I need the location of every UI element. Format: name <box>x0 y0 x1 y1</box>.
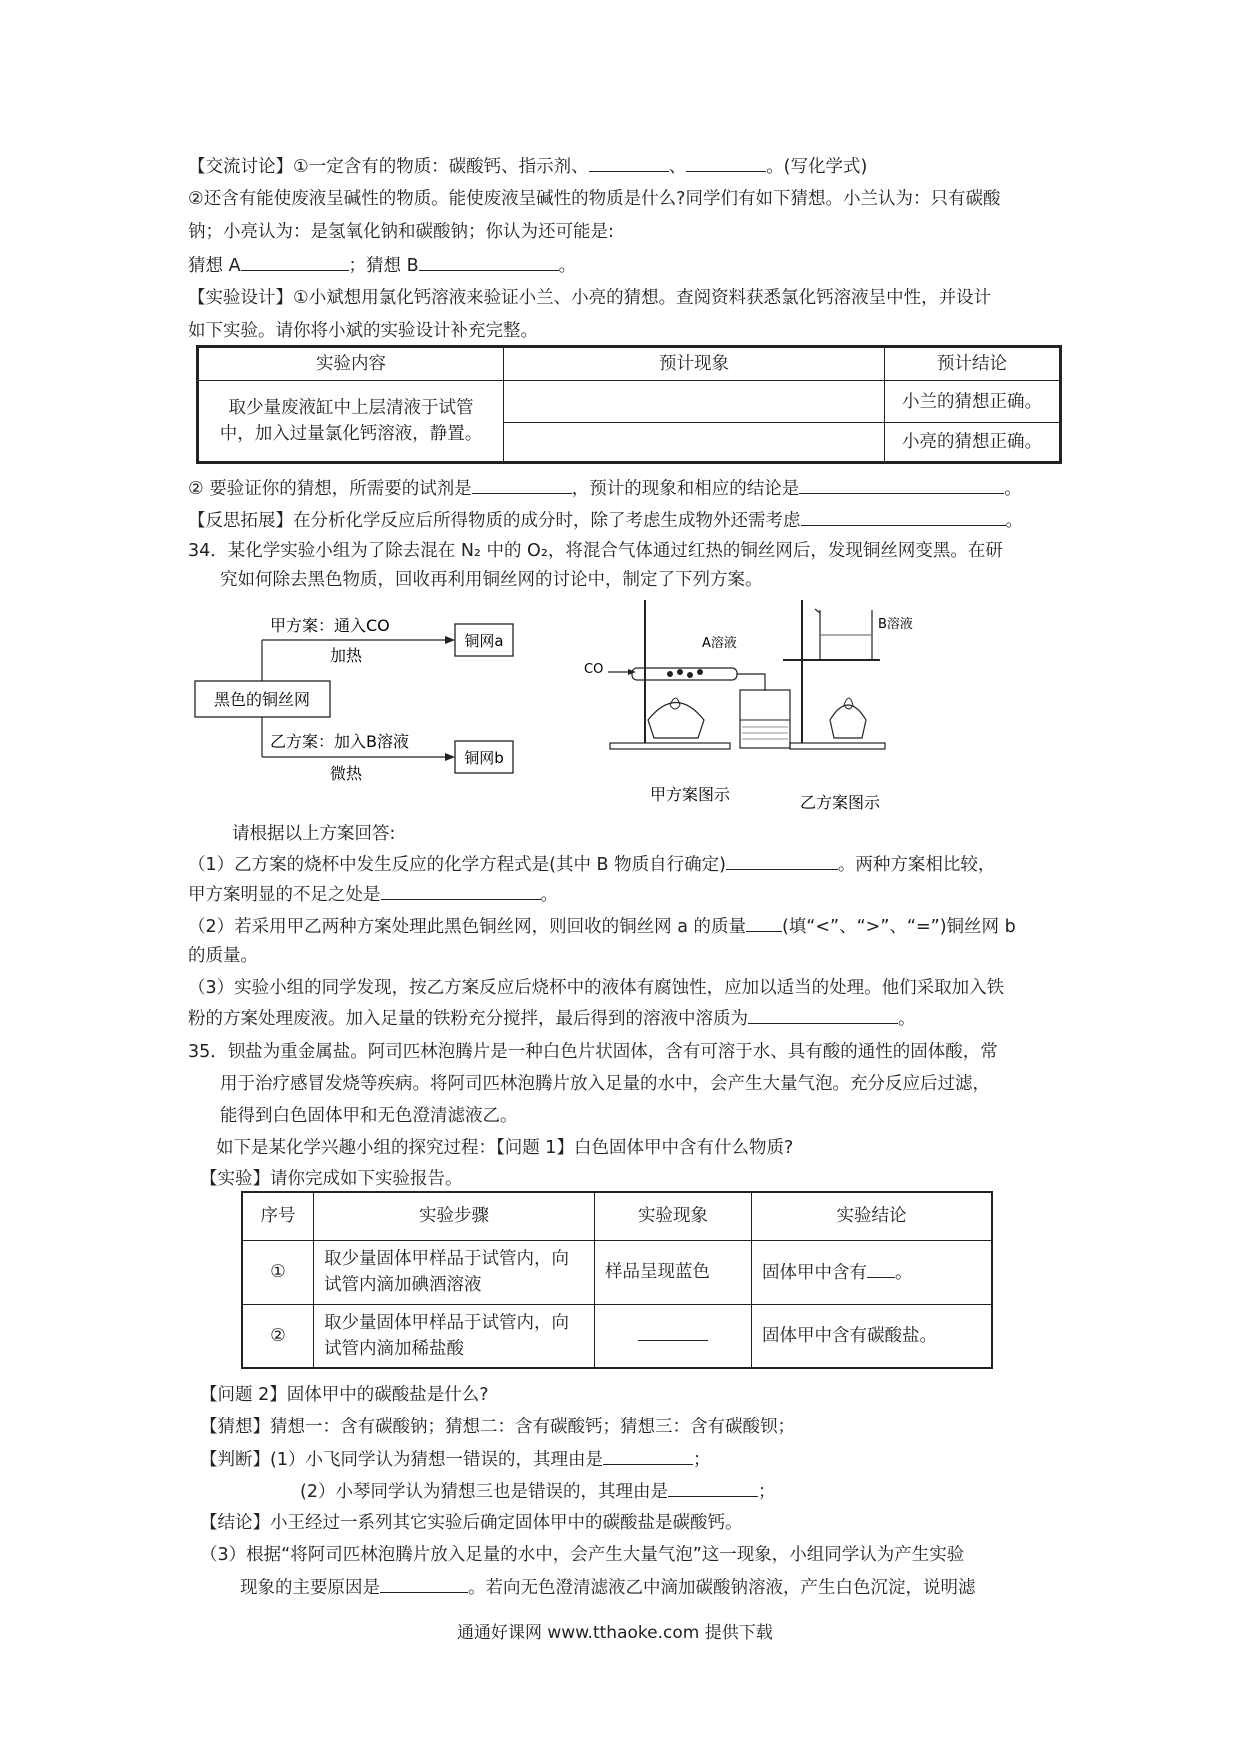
table-cell: 小亮的猜想正确。 <box>885 423 1061 463</box>
table-row: ② 取少量固体甲样品于试管内，向 试管内滴加稀盐酸 固体甲中含有碳酸盐。 <box>242 1304 992 1368</box>
answer-blank[interactable] <box>381 881 541 900</box>
question-34-intro: 34．某化学实验小组为了除去混在 N₂ 中的 O₂，将混合气体通过红热的铜丝网后，发现铜丝网变黑。在研 <box>188 541 1003 561</box>
experiment-diagram <box>180 595 1080 815</box>
answer-blank[interactable] <box>801 507 1006 526</box>
answer-prompt: 请根据以上方案回答: <box>232 824 396 844</box>
text-line: 【实验设计】①小斌想用氯化钙溶液来验证小兰、小亮的猜想。查阅资料获悉氯化钙溶液呈中性，并设计 <box>188 288 992 308</box>
text-line: 钠；小亮认为：是氢氧化钠和碳酸钠；你认为还可能是: <box>188 222 614 242</box>
heat-b-label: 微热 <box>330 764 363 783</box>
heat-a-label: 加热 <box>330 646 363 665</box>
text-line: 能得到白色固体甲和无色澄清滤液乙。 <box>220 1106 518 1126</box>
answer-blank[interactable] <box>241 252 349 271</box>
box-black-mesh-label: 黑色的铜丝网 <box>213 690 311 709</box>
q35-3-line2: 现象的主要原因是 。若向无色澄清滤液乙中滴加碳酸钠溶液，产生白色沉淀，说明滤 <box>240 1574 976 1601</box>
plan-b-apparatus <box>783 600 913 749</box>
text-line: （3）实验小组的同学发现，按乙方案反应后烧杯中的液体有腐蚀性，应加以适当的处理。他们采取加入铁 <box>188 978 1005 998</box>
table-cell: 取少量废液缸中上层清液于试管 中，加入过量氯化钙溶液，静置。 <box>198 381 504 463</box>
answer-blank[interactable] <box>380 1574 468 1593</box>
text-line: 如下实验。请你将小斌的实验设计补充完整。 <box>188 321 538 341</box>
experiment-design-table <box>196 345 1062 464</box>
plan-b-label: 乙方案：加入B溶液 <box>270 732 409 751</box>
table-header: 预计现象 <box>504 347 885 381</box>
table-header: 序号 <box>242 1192 314 1240</box>
q34-1-line2: 甲方案明显的不足之处是 。 <box>188 881 558 908</box>
text-line: 的质量。 <box>188 946 258 966</box>
page-footer: 通通好课网 www.tthaoke.com 提供下载 <box>457 1623 773 1643</box>
a-solution-label: A溶液 <box>702 636 737 651</box>
b-solution-label: B溶液 <box>878 617 913 632</box>
answer-blank[interactable] <box>867 1259 895 1278</box>
text-line: 【猜想】猜想一：含有碳酸钠；猜想二：含有碳酸钙；猜想三：含有碳酸钡； <box>200 1417 795 1437</box>
text-line: 【实验】请你完成如下实验报告。 <box>200 1169 463 1189</box>
answer-cell[interactable] <box>504 423 885 463</box>
judge-1-line: 【判断】(1）小飞同学认为猜想一错误的，其理由是 ； <box>200 1446 710 1473</box>
text-line: 如下是某化学兴趣小组的探究过程：【问题 1】白色固体甲中含有什么物质? <box>216 1138 794 1158</box>
table-header: 实验结论 <box>752 1192 993 1240</box>
table-header: 实验步骤 <box>314 1192 595 1240</box>
text-line: 【结论】小王经过一系列其它实验后确定固体甲中的碳酸盐是碳酸钙。 <box>200 1513 743 1533</box>
answer-blank[interactable] <box>686 153 766 172</box>
answer-blank[interactable] <box>748 1005 898 1024</box>
question-35-intro: 35．钡盐为重金属盐。阿司匹林泡腾片是一种白色片状固体，含有可溶于水、具有酸的通性的固体酸，常 <box>188 1042 998 1062</box>
text-line: ②还含有能使废液呈碱性的物质。能使废液呈碱性的物质是什么?同学们有如下猜想。小兰认为：只有碳酸 <box>188 189 1001 209</box>
experiment-report-table <box>241 1191 993 1369</box>
answer-cell[interactable] <box>504 381 885 423</box>
text-line: 用于治疗感冒发烧等疾病。将阿司匹林泡腾片放入足量的水中，会产生大量气泡。充分反应后过滤， <box>220 1074 990 1094</box>
text-line: 【问题 2】固体甲中的碳酸盐是什么? <box>200 1385 489 1405</box>
answer-blank[interactable] <box>589 153 669 172</box>
answer-blank[interactable] <box>638 1322 708 1341</box>
answer-blank[interactable] <box>472 475 572 494</box>
answer-blank[interactable] <box>726 851 838 870</box>
answer-blank[interactable] <box>603 1446 693 1465</box>
q34-3-line2: 粉的方案处理废液。加入足量的铁粉充分搅拌，最后得到的溶液中溶质为 。 <box>188 1005 916 1032</box>
reflection-line: 【反思拓展】在分析化学反应后所得物质的成分时，除了考虑生成物外还需考虑 。 <box>188 507 1023 534</box>
co-label: CO <box>584 662 604 677</box>
plan-a-figure-caption: 甲方案图示 <box>650 785 731 804</box>
answer-blank[interactable] <box>799 475 1004 494</box>
plan-a-apparatus <box>584 600 790 749</box>
text-line: 究如何除去黑色物质，回收再利用铜丝网的讨论中，制定了下列方案。 <box>220 570 763 590</box>
table-row: ① 取少量固体甲样品于试管内，向 试管内滴加碘酒溶液 样品呈现蓝色 固体甲中含有 。 <box>242 1240 992 1304</box>
guess-line: 猜想 A ；猜想 B 。 <box>188 252 576 279</box>
plan-a-label: 甲方案：通入CO <box>270 616 390 635</box>
discussion-line: 【交流讨论】①一定含有的物质：碳酸钙、指示剂、 、 。(写化学式) <box>188 153 867 180</box>
text-line: （3）根据“将阿司匹林泡腾片放入足量的水中，会产生大量气泡”这一现象，小组同学认为产生实验 <box>200 1545 965 1565</box>
plan-b-figure-caption: 乙方案图示 <box>800 793 881 812</box>
q34-2-line: （2）若采用甲乙两种方案处理此黑色铜丝网，则回收的铜丝网 a 的质量 (填“<”、“>”、“=”)铜丝网 b <box>188 913 1016 940</box>
answer-blank[interactable] <box>419 252 559 271</box>
judge-2-line: (2）小琴同学认为猜想三也是错误的，其理由是 ； <box>300 1478 775 1505</box>
q34-1-line: （1）乙方案的烧杯中发生反应的化学方程式是(其中 B 物质自行确定) 。两种方案相比较， <box>188 851 995 878</box>
box-mesh-a-label: 铜网a <box>464 632 504 650</box>
table-header: 预计结论 <box>885 347 1061 381</box>
table-header: 实验现象 <box>595 1192 752 1240</box>
reagent-line: ② 要验证你的猜想，所需要的试剂是 ，预计的现象和相应的结论是 。 <box>188 475 1022 502</box>
box-mesh-b-label: 铜网b <box>464 749 504 767</box>
answer-blank[interactable] <box>668 1478 758 1497</box>
table-header: 实验内容 <box>198 347 504 381</box>
table-cell: 小兰的猜想正确。 <box>885 381 1061 423</box>
answer-blank[interactable] <box>746 913 782 932</box>
